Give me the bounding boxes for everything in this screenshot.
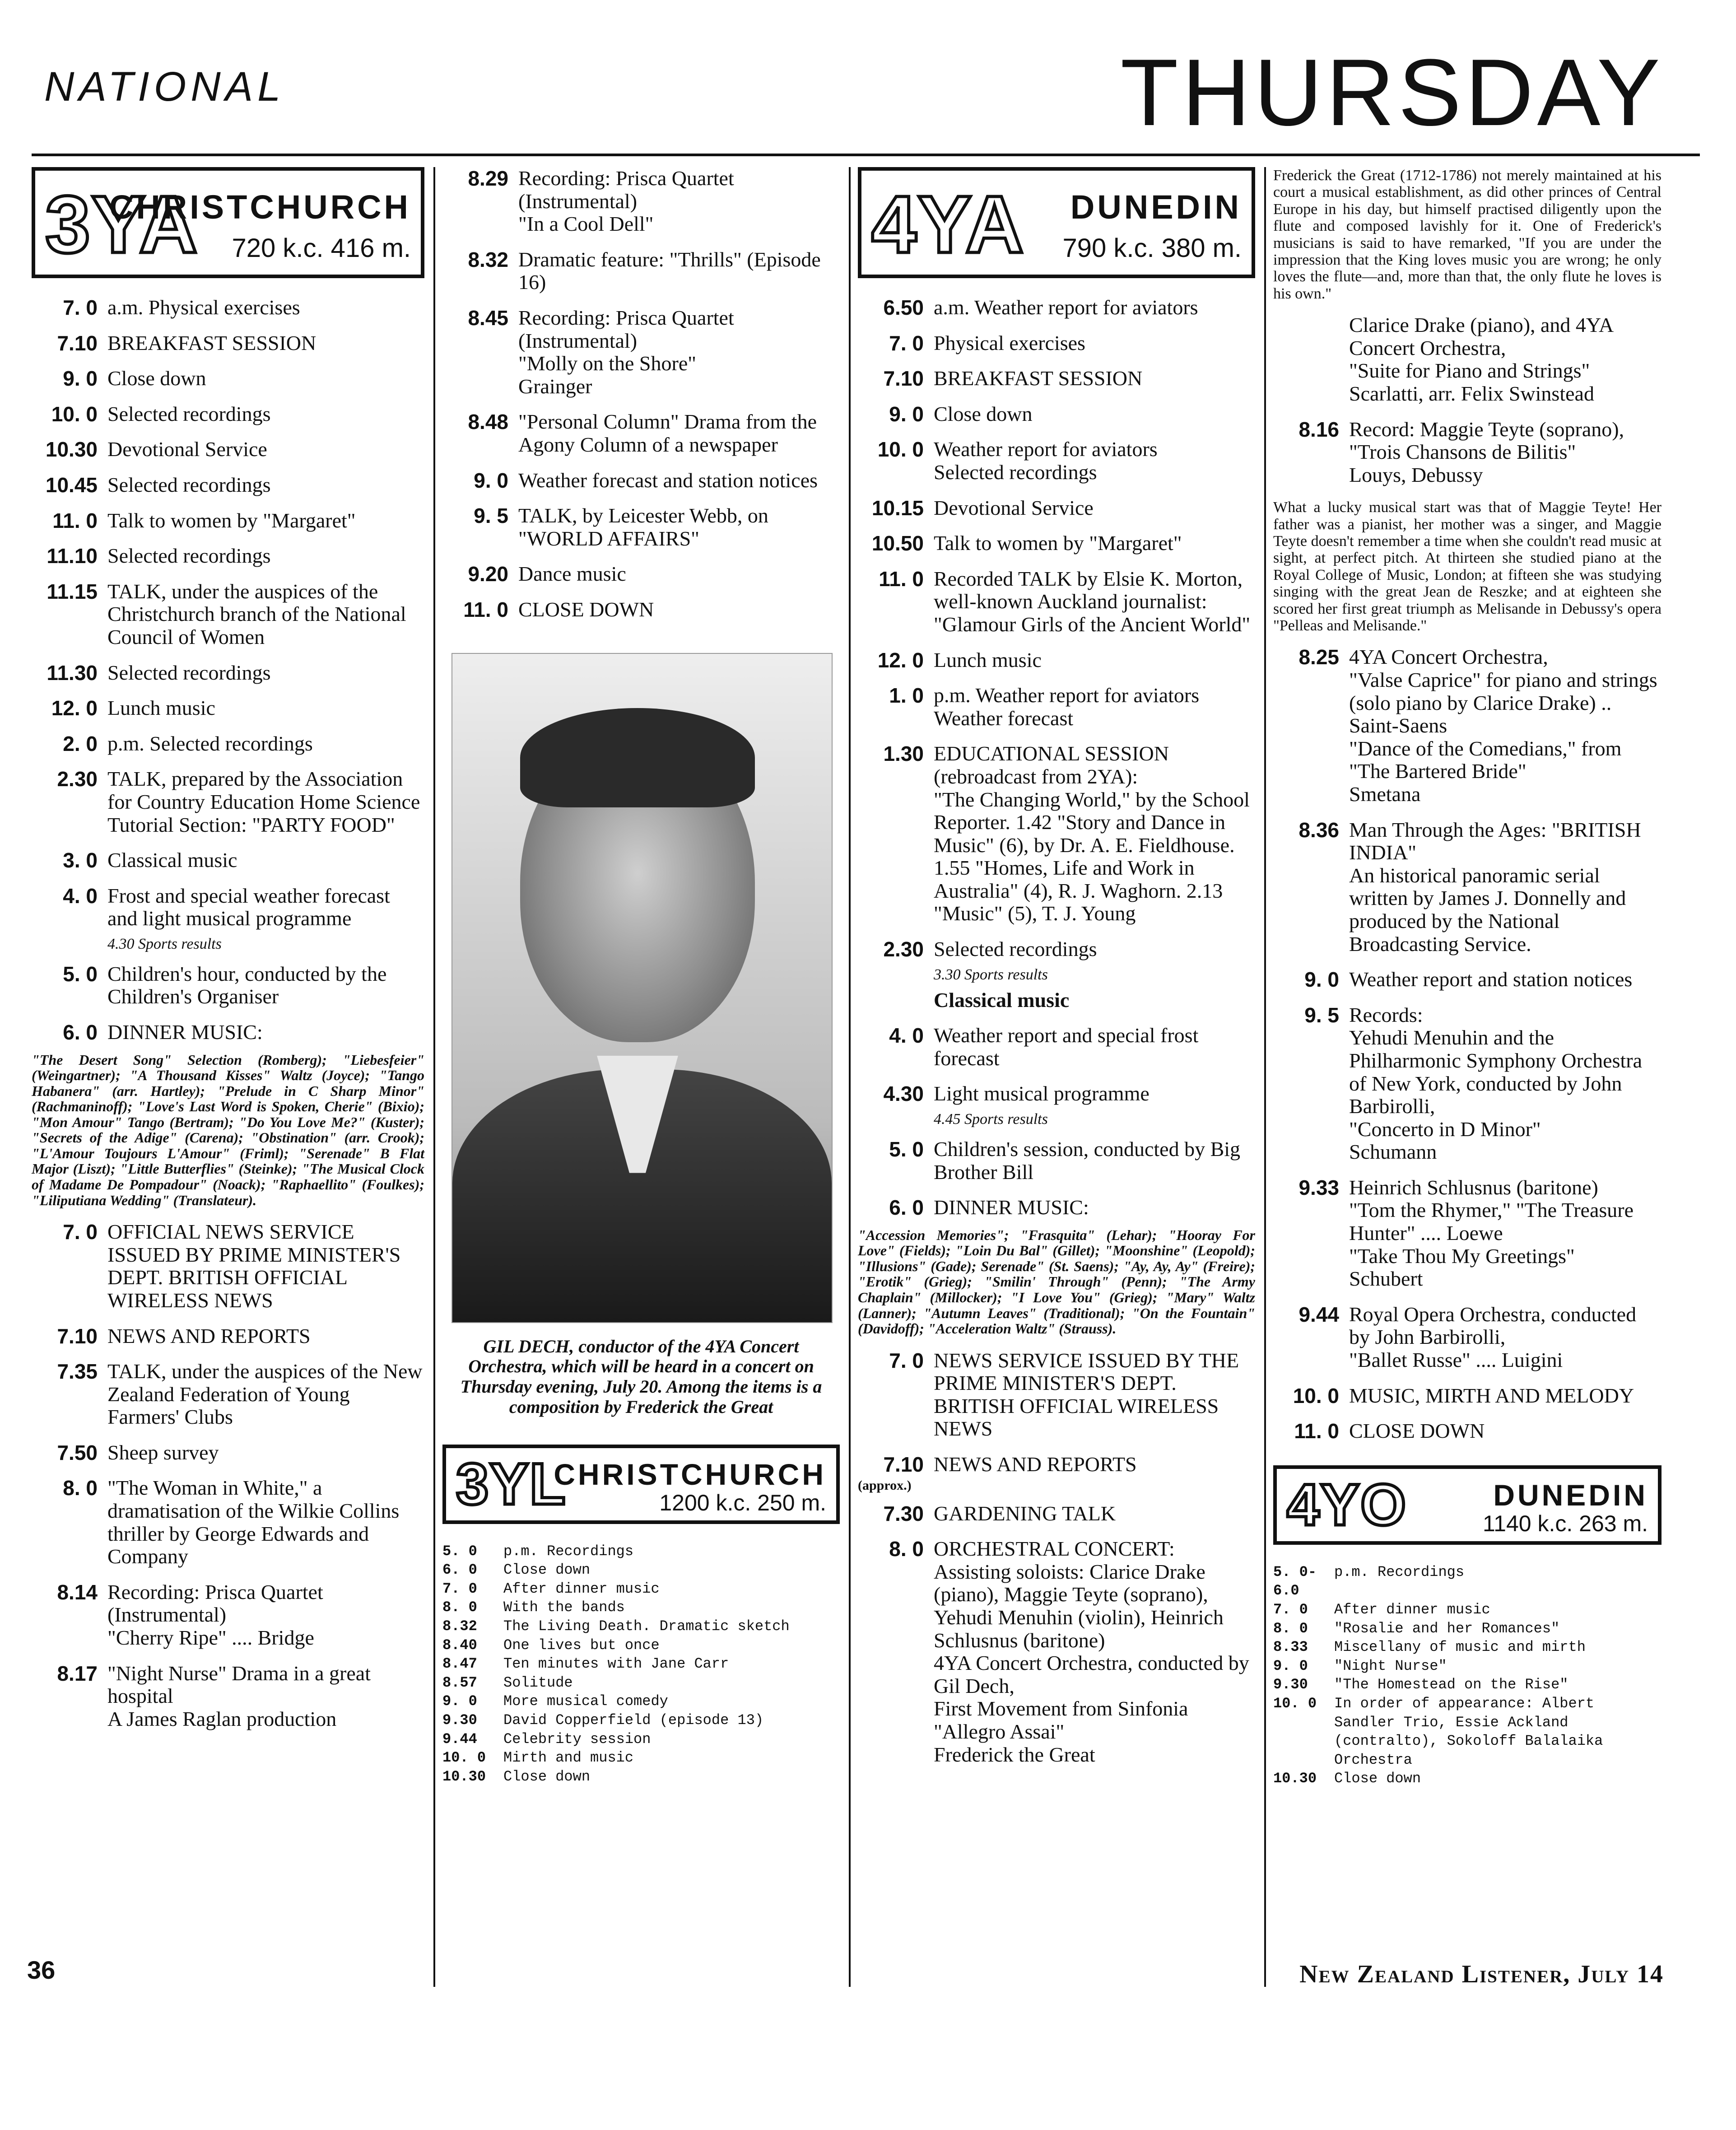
day-title: THURSDAY	[1120, 39, 1664, 145]
program-description: 4YA Concert Orchestra, "Valse Caprice" for piano and strings (solo piano by Clarice Drake) .. Saint-Saens "Dance of the Comedians," from "The Bartered Bride" Smetana	[1349, 645, 1657, 806]
list-item	[442, 1655, 840, 1673]
program-description: DINNER MUSIC:	[934, 1196, 1089, 1219]
program-entry	[442, 563, 840, 586]
program-description: Sheep survey	[107, 1440, 219, 1464]
photo-caption: GIL DECH, conductor of the 4YA Concert Orchestra, which will be heard in a concert on Thursday evening, July 20. Among the items is a composition by Frederick the Great	[460, 1336, 822, 1417]
station-call-sign: 4YA	[871, 179, 1025, 270]
program-list-4yo	[1273, 1563, 1662, 1788]
program-entry	[32, 1662, 424, 1731]
list-item	[442, 1767, 840, 1786]
program-entry	[858, 742, 1255, 925]
program-entry	[32, 1021, 424, 1044]
program-description: Weather forecast and station notices	[518, 468, 818, 492]
station-box-3ya	[32, 167, 424, 278]
program-time: 8.40	[442, 1636, 477, 1654]
program-time: 5. 0	[442, 1543, 477, 1560]
program-entry	[1273, 1420, 1662, 1443]
program-description: After dinner music	[503, 1580, 660, 1597]
program-time: 8.32	[442, 1618, 477, 1635]
program-description: More musical comedy	[503, 1693, 668, 1710]
column-4ya-cont	[1273, 167, 1662, 1788]
program-description: BREAKFAST SESSION	[934, 367, 1143, 390]
program-time: 10.15	[871, 496, 924, 520]
program-description: NEWS AND REPORTS	[934, 1453, 1137, 1476]
list-item	[1273, 1600, 1662, 1619]
program-entry	[1273, 646, 1662, 806]
program-time: 6. 0	[442, 1561, 477, 1579]
program-time: 6. 0	[63, 1021, 98, 1044]
program-time: 7.50	[57, 1440, 98, 1464]
program-entry	[32, 1221, 424, 1312]
program-time: 10. 0	[442, 1749, 486, 1766]
program-entry	[858, 684, 1255, 730]
list-item	[442, 1636, 840, 1655]
program-entry	[442, 248, 840, 294]
program-list-3yl	[442, 1542, 840, 1786]
program-description: GARDENING TALK	[934, 1501, 1116, 1525]
program-time: 9. 0	[1304, 968, 1339, 992]
list-item	[442, 1748, 840, 1767]
station-call-sign: 3YA	[45, 179, 199, 270]
list-item	[442, 1580, 840, 1599]
program-time: 8.47	[442, 1655, 477, 1673]
program-description: Selected recordings	[107, 661, 271, 684]
list-item	[442, 1711, 840, 1730]
program-description: Lunch music	[934, 648, 1042, 671]
station-call-sign: 3YL	[456, 1450, 567, 1517]
column-divider	[433, 167, 435, 1987]
program-time: 9. 0	[1273, 1657, 1308, 1674]
station-city: CHRISTCHURCH	[109, 188, 411, 226]
program-description: "The Homestead on the Rise"	[1334, 1676, 1568, 1693]
program-time: 7. 0	[1273, 1601, 1308, 1618]
program-entry	[858, 938, 1255, 961]
program-entry	[1273, 968, 1662, 991]
program-time: 10.50	[871, 531, 924, 555]
program-entry	[32, 403, 424, 426]
program-entry	[32, 367, 424, 390]
program-description: Selected recordings	[107, 544, 271, 568]
page-number: 36	[27, 1956, 56, 1984]
program-description: "Personal Column" Drama from the Agony Column of a newspaper	[518, 410, 817, 456]
sub-entry: 4.30 Sports results	[107, 935, 222, 952]
program-description: Children's hour, conducted by the Children's Organiser	[107, 962, 387, 1008]
program-time: 4. 0	[63, 884, 98, 908]
program-description: David Copperfield (episode 13)	[503, 1712, 764, 1729]
program-description: MUSIC, MIRTH AND MELODY	[1349, 1384, 1634, 1407]
program-description: p.m. Selected recordings	[107, 732, 313, 755]
program-entry	[858, 1502, 1255, 1525]
program-entry	[32, 1581, 424, 1650]
program-description: Solitude	[503, 1674, 573, 1691]
program-time: 11.10	[47, 544, 98, 568]
program-description: Physical exercises	[934, 331, 1085, 354]
program-description: Celebrity session	[503, 1730, 651, 1748]
program-description: Recording: Prisca Quartet (Instrumental) "In a Cool Dell"	[518, 167, 734, 236]
editorial-note: What a lucky musical start was that of Maggie Teyte! Her father was a pianist, her mother was a singer, and Maggie Teyte doesn't remember a time when she couldn't read music at sight, at perfect pitch. At thirteen she studied piano at the Royal College of Music, London; at fifteen she was studying singing with the great Jean de Reszke; and at eighteen she scored her first great triumph as Melisande in Debussy's opera "Pelleas and Melisande."	[1273, 499, 1662, 634]
program-description: DINNER MUSIC:	[107, 1021, 263, 1044]
program-description: "Night Nurse" Drama in a great hospital A James Raglan production	[107, 1661, 371, 1730]
list-item	[442, 1730, 840, 1749]
program-time: 7.30	[883, 1501, 924, 1525]
column-3ya-cont	[442, 167, 840, 1786]
list-item	[1273, 1638, 1662, 1657]
list-item	[1273, 1657, 1662, 1676]
program-entry	[858, 568, 1255, 636]
list-item	[442, 1617, 840, 1636]
program-description: Ten minutes with Jane Carr	[503, 1655, 729, 1673]
program-time: 11.30	[47, 661, 98, 685]
station-call-sign: 4YO	[1287, 1471, 1407, 1538]
program-description: TALK, prepared by the Association for Country Education Home Science Tutorial Section: "PARTY FOOD"	[107, 767, 420, 836]
program-time: 2. 0	[63, 732, 98, 755]
program-time: 1. 0	[889, 684, 924, 708]
program-entry	[1273, 1004, 1662, 1164]
program-time: 7. 0	[442, 1580, 477, 1597]
station-box-3yl	[442, 1445, 840, 1524]
list-item	[442, 1692, 840, 1711]
program-description: Classical music	[934, 988, 1070, 1011]
program-time: 7. 0	[63, 1220, 98, 1244]
program-description: Records: Yehudi Menuhin and the Philharmonic Symphony Orchestra of New York, conducted by John Barbirolli, "Concerto in D Minor" Schumann	[1349, 1003, 1643, 1164]
station-box-4yo	[1273, 1465, 1662, 1545]
program-entry	[32, 545, 424, 568]
program-entry	[32, 296, 424, 319]
program-time: 9. 0	[474, 468, 508, 492]
program-entry	[858, 1196, 1255, 1219]
dinner-music-list: "Accession Memories"; "Frasquita" (Lehar); "Hooray For Love" (Fields); "Loin Du Bal" (Gillet); "Moonshine" (Leopold); "Illusions" (Gade); Serenade" (St. Saens); "Ay, Ay, Ay" (Freire); "Erotik" (Grieg); "Smilin' Through" (Penn); "The Army Chaplain" (Millocker); "I Love You" (Grieg); "Mary" Waltz (Lanner); "Autumn Leaves" (Traditional); "On the Fountain" (Davidoff); "Acceleration Waltz" (Strauss).	[858, 1226, 1255, 1337]
program-time: 12. 0	[877, 648, 924, 672]
program-description: Weather report for aviators Selected recordings	[934, 438, 1158, 484]
program-description: After dinner music	[1334, 1601, 1490, 1618]
program-entry	[32, 697, 424, 720]
program-description: Lunch music	[107, 696, 215, 720]
program-description: Devotional Service	[107, 438, 267, 461]
program-description: Miscellany of music and mirth	[1334, 1639, 1586, 1656]
program-entry	[1273, 1384, 1662, 1408]
station-frequency: 790 k.c. 380 m.	[1062, 233, 1242, 263]
program-description: One lives but once	[503, 1636, 660, 1654]
program-time: 8.17	[57, 1661, 98, 1685]
program-entry	[32, 732, 424, 755]
column-divider	[1264, 167, 1266, 1987]
program-description: OFFICIAL NEWS SERVICE ISSUED BY PRIME MINISTER'S DEPT. BRITISH OFFICIAL WIRELESS NEWS	[107, 1220, 401, 1312]
program-entry	[442, 307, 840, 398]
list-item	[1273, 1769, 1662, 1788]
station-frequency: 1200 k.c. 250 m.	[659, 1490, 826, 1515]
list-item	[1273, 1675, 1662, 1694]
station-city: CHRISTCHURCH	[554, 1457, 826, 1491]
header-rule	[32, 154, 1700, 156]
program-time: 9. 0	[442, 1693, 477, 1710]
program-time: 2.30	[57, 767, 98, 791]
program-description: p.m. Recordings	[503, 1543, 634, 1560]
program-description: Light musical programme	[934, 1082, 1150, 1105]
program-description: Dance music	[518, 562, 626, 586]
program-entry	[442, 504, 840, 550]
program-time: 10.30	[1273, 1770, 1317, 1787]
list-item	[442, 1598, 840, 1617]
program-time: 7.10	[57, 331, 98, 355]
program-time: 8.33	[1273, 1639, 1308, 1656]
program-description: Children's session, conducted by Big Brother Bill	[934, 1137, 1241, 1184]
program-time: 9.20	[468, 562, 508, 586]
program-description: Close down	[934, 402, 1033, 425]
program-time: 8. 0	[1273, 1620, 1308, 1637]
program-description: Dramatic feature: "Thrills" (Episode 16)	[518, 247, 821, 294]
program-entry	[32, 474, 424, 497]
program-description: Recording: Prisca Quartet (Instrumental) "Molly on the Shore" Grainger	[518, 306, 734, 398]
program-time: 12. 0	[51, 696, 98, 720]
program-description: Selected recordings	[107, 402, 271, 425]
program-description: "The Woman in White," a dramatisation of the Wilkie Collins thriller by George Edwards and Company	[107, 1476, 400, 1568]
program-description: a.m. Weather report for aviators	[934, 296, 1198, 319]
program-description: Close down	[1334, 1770, 1421, 1787]
program-description: "Night Nurse"	[1334, 1657, 1447, 1674]
program-description: Close down	[503, 1561, 591, 1579]
program-entry	[32, 509, 424, 532]
program-description: NEWS AND REPORTS	[107, 1324, 311, 1347]
program-description: Close down	[503, 1768, 591, 1785]
portrait-photo	[451, 653, 833, 1323]
program-time: 10.45	[45, 473, 98, 497]
program-time: 8.32	[468, 247, 508, 271]
list-item	[1273, 1563, 1662, 1600]
program-time: 9.33	[1299, 1175, 1339, 1199]
program-time: 7. 0	[63, 296, 98, 319]
program-time: 9.30	[442, 1712, 477, 1729]
program-description: Selected recordings	[934, 937, 1097, 961]
program-description: TALK, under the auspices of the New Zealand Federation of Young Farmers' Clubs	[107, 1360, 423, 1429]
list-item	[1273, 1694, 1662, 1769]
program-time: 11.15	[47, 579, 98, 603]
program-time: 10. 0	[1273, 1695, 1317, 1712]
program-description: Talk to women by "Margaret"	[934, 531, 1182, 555]
program-time: 8. 0	[442, 1599, 477, 1616]
program-time: 7.10	[883, 367, 924, 391]
program-entry	[442, 167, 840, 236]
program-description: With the bands	[503, 1599, 625, 1616]
program-description: Royal Opera Orchestra, conducted by John Barbirolli, "Ballet Russe" .... Luigini	[1349, 1302, 1637, 1372]
program-entry	[32, 885, 424, 930]
section-label: NATIONAL	[44, 64, 285, 110]
program-entry	[858, 497, 1255, 520]
program-entry	[858, 532, 1255, 555]
program-entry	[32, 1477, 424, 1568]
program-time: 8.25	[1299, 645, 1339, 669]
program-description: Classical music	[107, 848, 237, 872]
program-time: 7.10	[57, 1324, 98, 1348]
program-time: 5. 0	[889, 1137, 924, 1161]
program-description: Frost and special weather forecast and light musical programme	[107, 884, 390, 930]
editorial-note: Frederick the Great (1712-1786) not merely maintained at his court a musical establishment, as did other princes of Central Europe in his day, but himself practised diligently upon the flute and composed lavishly for it. One of Frederick's musicians is said to have remarked, "If you are under the impression that the King loves music you are wrong; he only loves the flute—and, more than that, the only flute he loves is his own."	[1273, 167, 1662, 302]
program-time: 8. 0	[63, 1476, 98, 1500]
station-frequency: 1140 k.c. 263 m.	[1483, 1510, 1648, 1536]
program-description: BREAKFAST SESSION	[107, 331, 316, 354]
approx-note: (approx.)	[858, 1477, 912, 1493]
publication-name: New Zealand Listener, July 14	[1299, 1960, 1664, 1988]
program-time: 8.29	[468, 167, 508, 190]
program-entry	[1273, 1176, 1662, 1291]
program-description: Selected recordings	[107, 473, 271, 496]
program-entry	[1273, 819, 1662, 956]
program-description: p.m. Weather report for aviators Weather forecast	[934, 684, 1200, 730]
program-description: In order of appearance: Albert Sandler Trio, Essie Ackland (contralto), Sokoloff Balalaika Orchestra	[1334, 1695, 1603, 1768]
program-time: 1.30	[883, 742, 924, 766]
program-description: Clarice Drake (piano), and 4YA Concert Orchestra, "Suite for Piano and Strings" Scarlatti, arr. Felix Swinstead	[1349, 313, 1613, 405]
program-entry	[858, 438, 1255, 484]
program-entry	[32, 438, 424, 461]
program-time: 8.16	[1299, 417, 1339, 441]
program-description: Weather report and special frost forecast	[934, 1024, 1199, 1070]
sub-entry: 3.30 Sports results	[934, 966, 1048, 983]
program-entry	[858, 296, 1255, 319]
program-time: 10. 0	[877, 438, 924, 461]
program-time: 6.50	[883, 296, 924, 319]
program-description: p.m. Recordings	[1334, 1563, 1465, 1580]
program-description: Man Through the Ages: "BRITISH INDIA" An historical panoramic serial written by James J. Donnelly and produced by the National Broadcasting Service.	[1349, 818, 1641, 955]
program-time: 7.35	[57, 1360, 98, 1384]
program-entry	[32, 963, 424, 1008]
program-time: 9. 5	[474, 504, 508, 528]
program-description: NEWS SERVICE ISSUED BY THE PRIME MINISTER'S DEPT. BRITISH OFFICIAL WIRELESS NEWS	[934, 1348, 1239, 1440]
program-description: Talk to women by "Margaret"	[107, 508, 356, 532]
program-time: 8.45	[468, 306, 508, 330]
sub-entry: 4.45 Sports results	[934, 1111, 1048, 1128]
program-entry	[858, 1138, 1255, 1184]
program-description: Recorded TALK by Elsie K. Morton, well-known Auckland journalist: "Glamour Girls of the Ancient World"	[934, 567, 1251, 636]
program-description: Mirth and music	[503, 1749, 634, 1766]
program-time: 11. 0	[1294, 1419, 1339, 1443]
program-time: 10.30	[442, 1768, 486, 1785]
program-time: 8.57	[442, 1674, 477, 1691]
program-entry	[858, 649, 1255, 672]
program-time: 3. 0	[63, 848, 98, 872]
program-entry	[858, 1024, 1255, 1070]
column-4ya	[858, 167, 1255, 1779]
program-entry	[32, 768, 424, 836]
program-entry	[442, 410, 840, 456]
program-time: 8.36	[1299, 818, 1339, 842]
program-time: 9.30	[1273, 1676, 1308, 1693]
program-description: TALK, under the auspices of the Christchurch branch of the National Council of Women	[107, 579, 406, 648]
program-description: CLOSE DOWN	[518, 597, 654, 621]
program-time: 9. 0	[63, 367, 98, 391]
program-time: 8.14	[57, 1580, 98, 1604]
program-entry	[858, 1453, 1255, 1476]
program-description: EDUCATIONAL SESSION (rebroadcast from 2YA): "The Changing World," by the School Reporter. 1.42 "Story and Dance in Music" (6), by Dr. A. E. Fieldhouse. 1.55 "Homes, Life and Work in Australia" (4), R. J. Waghorn. 2.13 "Music" (5), T. J. Young	[934, 742, 1250, 925]
program-description: Close down	[107, 367, 206, 390]
program-time: 2.30	[883, 937, 924, 961]
program-entry	[32, 1325, 424, 1348]
program-time: 7. 0	[889, 1348, 924, 1372]
program-description: Heinrich Schlusnus (baritone) "Tom the Rhymer," "The Treasure Hunter" .... Loewe "Take Thou My Greetings" Schubert	[1349, 1175, 1634, 1291]
program-entry	[858, 1082, 1255, 1105]
program-description: Devotional Service	[934, 496, 1094, 519]
program-entry	[32, 662, 424, 685]
program-time: 11. 0	[463, 597, 508, 621]
program-time: 10.30	[45, 438, 98, 461]
program-time: 10. 0	[51, 402, 98, 426]
program-entry	[858, 1538, 1255, 1766]
program-time: 5. 0	[63, 962, 98, 986]
program-time: 8.48	[468, 410, 508, 434]
column-3ya	[32, 167, 424, 1743]
program-description: a.m. Physical exercises	[107, 296, 300, 319]
program-entry	[858, 332, 1255, 355]
dinner-music-list: "The Desert Song" Selection (Romberg); "Liebesfeier" (Weingartner); "A Thousand Kisses" Waltz (Joyce); "Tango Habanera" (arr. Hartley); "Prelude in C Sharp Minor" (Rachmaninoff); "Love's Last Word is Spoken, Cherie" (Bixio); "Mon Amour" Tango (Bertram); "Do You Love Me?" (Kuster); "Secrets of the Adige" (Carena); "Obstination" (arr. Crook); "L'Amour Toujours L'Amour" (Friml); "Serenade" B Flat Major (Liszt); "Little Butterflies" (Steinke); "The Musical Clock of Madame De Pompadour" (Noack); "Raphaellito" (Foulkes); "Liliputiana Wedding" (Translateur).	[32, 1051, 424, 1208]
program-description: TALK, by Leicester Webb, on "WORLD AFFAIRS"	[518, 504, 768, 550]
station-frequency: 720 k.c. 416 m.	[232, 233, 411, 263]
program-description: The Living Death. Dramatic sketch	[503, 1618, 790, 1635]
program-entry	[32, 1360, 424, 1429]
list-item	[442, 1542, 840, 1561]
program-entry	[32, 580, 424, 649]
program-description: "Rosalie and her Romances"	[1334, 1620, 1560, 1637]
program-time: 9. 0	[889, 402, 924, 426]
list-item	[442, 1561, 840, 1580]
station-city: DUNEDIN	[1070, 188, 1242, 226]
program-time: 11. 0	[879, 567, 924, 591]
program-entry	[32, 849, 424, 872]
program-time: 9.44	[442, 1730, 477, 1748]
program-time: 11. 0	[52, 508, 98, 532]
program-entry	[442, 598, 840, 621]
program-entry	[442, 469, 840, 492]
program-entry	[32, 1441, 424, 1464]
station-box-4ya	[858, 167, 1255, 278]
list-item	[1273, 1619, 1662, 1638]
program-entry	[858, 403, 1255, 426]
program-entry	[32, 332, 424, 355]
program-description: Weather report and station notices	[1349, 968, 1633, 991]
program-time: 4.30	[883, 1082, 924, 1106]
program-description: CLOSE DOWN	[1349, 1419, 1485, 1443]
program-time: 9. 5	[1304, 1003, 1339, 1027]
program-time: 6. 0	[889, 1196, 924, 1220]
station-city: DUNEDIN	[1493, 1478, 1648, 1512]
program-time: 7. 0	[889, 331, 924, 355]
program-description: ORCHESTRAL CONCERT: Assisting soloists: Clarice Drake (piano), Maggie Teyte (soprano), Yehudi Menuhin (violin), Heinrich Schlusnus (baritone) 4YA Concert Orchestra, conducted by Gil Dech, First Movement from Sinfonia "Allegro Assai" Frederick the Great	[934, 1537, 1249, 1766]
program-entry	[1273, 418, 1662, 487]
program-time: 8. 0	[889, 1537, 924, 1561]
program-time: 7.10	[883, 1453, 924, 1477]
program-description: Recording: Prisca Quartet (Instrumental) "Cherry Ripe" .... Bridge	[107, 1580, 323, 1650]
program-time: 4. 0	[889, 1024, 924, 1048]
program-entry	[1273, 1303, 1662, 1372]
program-description: Record: Maggie Teyte (soprano), "Trois Chansons de Bilitis" Louys, Debussy	[1349, 417, 1624, 486]
program-entry	[858, 367, 1255, 390]
program-time: 5. 0-6.0	[1273, 1563, 1317, 1599]
program-time: 10. 0	[1293, 1384, 1339, 1408]
program-entry	[858, 1349, 1255, 1440]
column-divider	[849, 167, 851, 1987]
list-item	[442, 1673, 840, 1692]
program-time: 9.44	[1299, 1302, 1339, 1326]
